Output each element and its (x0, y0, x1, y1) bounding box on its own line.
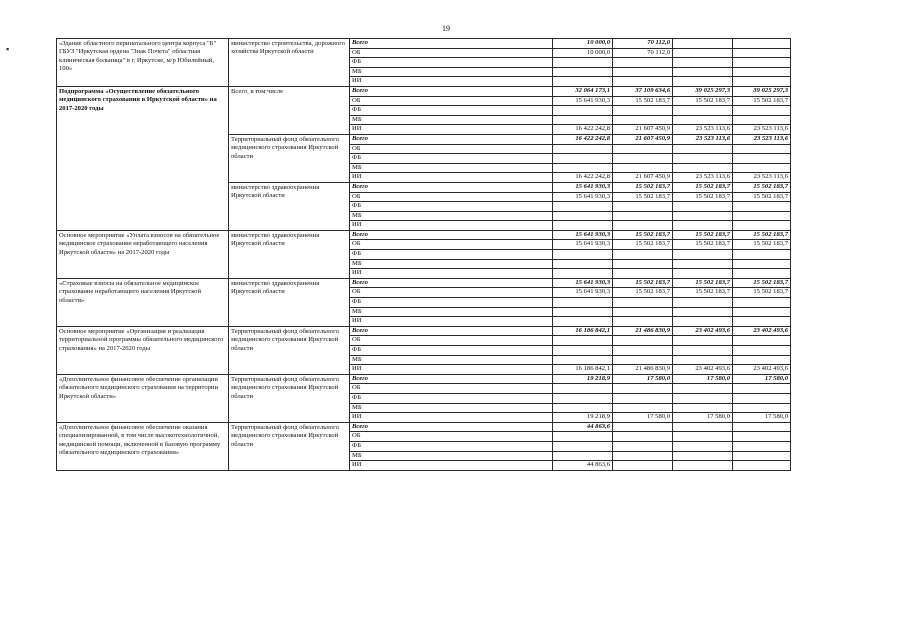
funding-source-cell: ИИ (350, 173, 553, 183)
amount-cell-year-1 (553, 221, 613, 231)
amount-cell-year-4 (733, 67, 791, 77)
funding-source-cell: ФБ (350, 441, 553, 451)
amount-cell-year-4 (733, 403, 791, 413)
funding-source-cell: ОБ (350, 384, 553, 394)
amount-cell-year-1: 19 218,9 (553, 413, 613, 423)
funding-source-cell: ИИ (350, 77, 553, 87)
funding-source-cell: МБ (350, 67, 553, 77)
funding-source-cell: ОБ (350, 48, 553, 58)
amount-cell-year-1 (553, 67, 613, 77)
funding-source-cell: ОБ (350, 96, 553, 106)
amount-cell-year-3: 39 025 297,3 (673, 86, 733, 96)
amount-cell-year-1 (553, 384, 613, 394)
amount-cell-year-2 (613, 58, 673, 68)
amount-cell-year-3 (673, 202, 733, 212)
amount-cell-year-4 (733, 298, 791, 308)
amount-cell-year-4 (733, 317, 791, 327)
amount-cell-year-4 (733, 48, 791, 58)
amount-cell-year-4 (733, 106, 791, 116)
funding-source-cell: ИИ (350, 269, 553, 279)
amount-cell-year-2 (613, 441, 673, 451)
amount-cell-year-1: 15 641 930,3 (553, 240, 613, 250)
amount-cell-year-4 (733, 39, 791, 49)
amount-cell-year-1: 44 863,6 (553, 422, 613, 432)
amount-cell-year-4 (733, 461, 791, 471)
amount-cell-year-4 (733, 451, 791, 461)
amount-cell-year-2 (613, 77, 673, 87)
amount-cell-year-3: 15 502 183,7 (673, 240, 733, 250)
amount-cell-year-2 (613, 451, 673, 461)
amount-cell-year-3 (673, 384, 733, 394)
funding-source-cell: ФБ (350, 106, 553, 116)
funding-source-cell: ИИ (350, 365, 553, 375)
budget-table-wrapper (56, 38, 791, 471)
amount-cell-year-2 (613, 144, 673, 154)
amount-cell-year-4 (733, 115, 791, 125)
amount-cell-year-4 (733, 307, 791, 317)
amount-cell-year-3 (673, 67, 733, 77)
amount-cell-year-4 (733, 154, 791, 164)
amount-cell-year-2: 15 502 183,7 (613, 230, 673, 240)
amount-cell-year-1 (553, 451, 613, 461)
amount-cell-year-1 (553, 432, 613, 442)
funding-source-cell: МБ (350, 403, 553, 413)
amount-cell-year-4: 17 580,0 (733, 374, 791, 384)
funding-source-cell: ФБ (350, 393, 553, 403)
amount-cell-year-2 (613, 384, 673, 394)
amount-cell-year-3: 17 580,0 (673, 413, 733, 423)
amount-cell-year-3: 23 523 113,6 (673, 173, 733, 183)
amount-cell-year-3 (673, 346, 733, 356)
executor-cell: Территориальный фонд обязательного медицинского страхования Иркутской области (229, 326, 350, 374)
amount-cell-year-2: 15 502 183,7 (613, 278, 673, 288)
funding-source-cell: ФБ (350, 202, 553, 212)
amount-cell-year-3 (673, 163, 733, 173)
amount-cell-year-2 (613, 269, 673, 279)
amount-cell-year-3 (673, 115, 733, 125)
amount-cell-year-4 (733, 393, 791, 403)
funding-source-cell: Всего (350, 230, 553, 240)
amount-cell-year-1: 10 000,0 (553, 39, 613, 49)
amount-cell-year-2 (613, 432, 673, 442)
funding-source-cell: ОБ (350, 288, 553, 298)
amount-cell-year-4 (733, 221, 791, 231)
amount-cell-year-3 (673, 48, 733, 58)
amount-cell-year-3: 23 402 493,6 (673, 326, 733, 336)
amount-cell-year-3 (673, 422, 733, 432)
activity-name-cell: «Дополнительное финансовое обеспечение оказания специализированной, в том числе высокотехнологичной, медицинской помощи, включенной в базовую программу обязательного медицинского страхования» (57, 422, 229, 470)
amount-cell-year-3 (673, 432, 733, 442)
activity-name-cell: Основное мероприятие «Уплата взносов на обязательное медицинское страхование неработающего населения Иркутской области» на 2017-2020 годы (57, 230, 229, 278)
amount-cell-year-4 (733, 355, 791, 365)
amount-cell-year-4 (733, 58, 791, 68)
amount-cell-year-2: 15 502 183,7 (613, 182, 673, 192)
amount-cell-year-2 (613, 115, 673, 125)
amount-cell-year-3 (673, 211, 733, 221)
amount-cell-year-2: 21 607 450,9 (613, 125, 673, 135)
amount-cell-year-2 (613, 202, 673, 212)
amount-cell-year-3 (673, 355, 733, 365)
amount-cell-year-3 (673, 298, 733, 308)
amount-cell-year-3: 23 523 113,6 (673, 125, 733, 135)
funding-source-cell: ОБ (350, 240, 553, 250)
funding-source-cell: ИИ (350, 317, 553, 327)
amount-cell-year-2 (613, 307, 673, 317)
amount-cell-year-1: 15 641 930,3 (553, 182, 613, 192)
amount-cell-year-3 (673, 77, 733, 87)
table-row (57, 422, 791, 432)
executor-cell: Территориальный фонд обязательного медицинского страхования Иркутской области (229, 374, 350, 422)
amount-cell-year-4 (733, 77, 791, 87)
amount-cell-year-2: 15 502 183,7 (613, 240, 673, 250)
amount-cell-year-2: 21 607 450,9 (613, 134, 673, 144)
amount-cell-year-1 (553, 269, 613, 279)
amount-cell-year-1 (553, 115, 613, 125)
amount-cell-year-1: 16 186 842,1 (553, 365, 613, 375)
executor-cell: министерство строительства, дорожного хозяйства Иркутской области (229, 39, 350, 87)
activity-name-cell: Подпрограмма «Осуществление обязательного медицинского страхования в Иркутской области» на 2017-2020 годы (57, 86, 229, 230)
page-number: 19 (442, 24, 450, 33)
amount-cell-year-4 (733, 211, 791, 221)
amount-cell-year-4: 15 502 183,7 (733, 192, 791, 202)
amount-cell-year-1: 15 641 930,3 (553, 96, 613, 106)
amount-cell-year-1: 16 422 242,8 (553, 125, 613, 135)
amount-cell-year-2 (613, 298, 673, 308)
executor-cell: Всего, в том числе (229, 86, 350, 134)
amount-cell-year-1 (553, 250, 613, 260)
amount-cell-year-1: 15 641 930,3 (553, 278, 613, 288)
amount-cell-year-1: 15 641 930,3 (553, 192, 613, 202)
amount-cell-year-4: 15 502 183,7 (733, 288, 791, 298)
table-row (57, 86, 791, 96)
amount-cell-year-4 (733, 250, 791, 260)
amount-cell-year-2 (613, 403, 673, 413)
amount-cell-year-2 (613, 163, 673, 173)
amount-cell-year-4: 23 402 493,6 (733, 326, 791, 336)
amount-cell-year-3 (673, 461, 733, 471)
funding-source-cell: ФБ (350, 298, 553, 308)
funding-source-cell: Всего (350, 326, 553, 336)
funding-source-cell: МБ (350, 115, 553, 125)
funding-source-cell: ИИ (350, 125, 553, 135)
amount-cell-year-2: 15 502 183,7 (613, 288, 673, 298)
amount-cell-year-1 (553, 336, 613, 346)
funding-source-cell: ОБ (350, 432, 553, 442)
funding-source-cell: МБ (350, 259, 553, 269)
funding-source-cell: ФБ (350, 346, 553, 356)
funding-source-cell: ОБ (350, 144, 553, 154)
amount-cell-year-1: 15 641 930,3 (553, 288, 613, 298)
amount-cell-year-3 (673, 39, 733, 49)
amount-cell-year-2: 15 502 183,7 (613, 192, 673, 202)
amount-cell-year-2: 70 112,0 (613, 39, 673, 49)
funding-source-cell: МБ (350, 451, 553, 461)
amount-cell-year-3 (673, 106, 733, 116)
amount-cell-year-4: 15 502 183,7 (733, 240, 791, 250)
amount-cell-year-2: 15 502 183,7 (613, 96, 673, 106)
margin-mark: ▪ (6, 44, 10, 54)
table-row (57, 39, 791, 49)
amount-cell-year-1 (553, 441, 613, 451)
amount-cell-year-4 (733, 202, 791, 212)
amount-cell-year-2: 21 607 450,9 (613, 173, 673, 183)
amount-cell-year-1: 32 064 173,1 (553, 86, 613, 96)
amount-cell-year-2: 17 580,0 (613, 374, 673, 384)
funding-source-cell: ФБ (350, 154, 553, 164)
amount-cell-year-3: 15 502 183,7 (673, 278, 733, 288)
amount-cell-year-3: 17 580,0 (673, 374, 733, 384)
amount-cell-year-2 (613, 355, 673, 365)
amount-cell-year-4: 23 523 113,6 (733, 173, 791, 183)
funding-source-cell: ОБ (350, 192, 553, 202)
amount-cell-year-4 (733, 441, 791, 451)
amount-cell-year-2 (613, 422, 673, 432)
amount-cell-year-4 (733, 422, 791, 432)
amount-cell-year-1 (553, 154, 613, 164)
amount-cell-year-2 (613, 336, 673, 346)
amount-cell-year-3: 23 523 113,6 (673, 134, 733, 144)
amount-cell-year-3 (673, 58, 733, 68)
executor-cell: Территориальный фонд обязательного медицинского страхования Иркутской области (229, 422, 350, 470)
executor-cell: министерство здравоохранения Иркутской области (229, 182, 350, 230)
activity-name-cell: «Здание областного перинатального центра корпуса "Б" ГБУЗ "Иркутская ордена "Знак Почета" областная клиническая больница" в г. Иркутске, м/р Юбилейный, 100» (57, 39, 229, 87)
amount-cell-year-1: 16 422 242,8 (553, 173, 613, 183)
amount-cell-year-3 (673, 144, 733, 154)
amount-cell-year-4: 15 502 183,7 (733, 96, 791, 106)
amount-cell-year-2 (613, 259, 673, 269)
amount-cell-year-1 (553, 355, 613, 365)
funding-source-cell: Всего (350, 422, 553, 432)
executor-cell: министерство здравоохранения Иркутской области (229, 230, 350, 278)
amount-cell-year-2 (613, 393, 673, 403)
amount-cell-year-4 (733, 432, 791, 442)
amount-cell-year-3 (673, 221, 733, 231)
table-row (57, 278, 791, 288)
amount-cell-year-2 (613, 106, 673, 116)
amount-cell-year-1: 15 641 930,3 (553, 230, 613, 240)
funding-source-cell: Всего (350, 278, 553, 288)
amount-cell-year-3 (673, 336, 733, 346)
executor-cell: министерство здравоохранения Иркутской области (229, 278, 350, 326)
amount-cell-year-2 (613, 67, 673, 77)
amount-cell-year-4 (733, 163, 791, 173)
amount-cell-year-4: 15 502 183,7 (733, 230, 791, 240)
amount-cell-year-3: 15 502 183,7 (673, 96, 733, 106)
amount-cell-year-1 (553, 346, 613, 356)
amount-cell-year-2 (613, 317, 673, 327)
amount-cell-year-1 (553, 202, 613, 212)
amount-cell-year-1 (553, 163, 613, 173)
funding-source-cell: ФБ (350, 58, 553, 68)
amount-cell-year-2: 17 580,0 (613, 413, 673, 423)
table-row (57, 230, 791, 240)
amount-cell-year-4 (733, 336, 791, 346)
budget-table (56, 38, 791, 471)
amount-cell-year-2: 21 486 830,9 (613, 326, 673, 336)
activity-name-cell: «Страховые взносы на обязательное медицинское страхование неработающего населения Иркутской области» (57, 278, 229, 326)
amount-cell-year-1 (553, 403, 613, 413)
amount-cell-year-3 (673, 307, 733, 317)
amount-cell-year-4 (733, 144, 791, 154)
amount-cell-year-1 (553, 144, 613, 154)
amount-cell-year-2: 70 112,0 (613, 48, 673, 58)
funding-source-cell: Всего (350, 182, 553, 192)
amount-cell-year-1: 19 218,9 (553, 374, 613, 384)
funding-source-cell: ИИ (350, 413, 553, 423)
amount-cell-year-3: 15 502 183,7 (673, 182, 733, 192)
amount-cell-year-3: 15 502 183,7 (673, 288, 733, 298)
amount-cell-year-1 (553, 317, 613, 327)
amount-cell-year-3 (673, 393, 733, 403)
amount-cell-year-2 (613, 154, 673, 164)
activity-name-cell: Основное мероприятие «Организация и реализация территориальной программы обязательного медицинского страхования» на 2017-2020 годы (57, 326, 229, 374)
table-row (57, 374, 791, 384)
amount-cell-year-4 (733, 384, 791, 394)
amount-cell-year-1: 16 422 242,8 (553, 134, 613, 144)
amount-cell-year-1 (553, 106, 613, 116)
funding-source-cell: ИИ (350, 461, 553, 471)
amount-cell-year-2 (613, 250, 673, 260)
amount-cell-year-4: 17 580,0 (733, 413, 791, 423)
amount-cell-year-3 (673, 259, 733, 269)
amount-cell-year-3: 15 502 183,7 (673, 230, 733, 240)
amount-cell-year-1 (553, 58, 613, 68)
amount-cell-year-1 (553, 393, 613, 403)
activity-name-cell: «Дополнительное финансовое обеспечение организации обязательного медицинского страхования на территории Иркутской области» (57, 374, 229, 422)
amount-cell-year-1 (553, 259, 613, 269)
funding-source-cell: МБ (350, 307, 553, 317)
amount-cell-year-2 (613, 461, 673, 471)
amount-cell-year-4: 23 523 113,6 (733, 134, 791, 144)
executor-cell: Территориальный фонд обязательного медицинского страхования Иркутской области (229, 134, 350, 182)
amount-cell-year-4: 39 025 297,3 (733, 86, 791, 96)
funding-source-cell: Всего (350, 134, 553, 144)
funding-source-cell: МБ (350, 211, 553, 221)
funding-source-cell: МБ (350, 355, 553, 365)
amount-cell-year-4 (733, 269, 791, 279)
amount-cell-year-3: 15 502 183,7 (673, 192, 733, 202)
amount-cell-year-3 (673, 403, 733, 413)
amount-cell-year-3 (673, 451, 733, 461)
funding-source-cell: ОБ (350, 336, 553, 346)
amount-cell-year-2 (613, 221, 673, 231)
amount-cell-year-3: 23 402 493,6 (673, 365, 733, 375)
amount-cell-year-3 (673, 317, 733, 327)
amount-cell-year-1: 10 000,0 (553, 48, 613, 58)
funding-source-cell: Всего (350, 39, 553, 49)
funding-source-cell: Всего (350, 374, 553, 384)
amount-cell-year-1: 16 186 842,1 (553, 326, 613, 336)
amount-cell-year-1 (553, 211, 613, 221)
amount-cell-year-2 (613, 211, 673, 221)
amount-cell-year-4 (733, 259, 791, 269)
amount-cell-year-3 (673, 250, 733, 260)
amount-cell-year-2 (613, 346, 673, 356)
amount-cell-year-4 (733, 346, 791, 356)
amount-cell-year-3 (673, 269, 733, 279)
amount-cell-year-3 (673, 154, 733, 164)
amount-cell-year-4: 15 502 183,7 (733, 182, 791, 192)
amount-cell-year-3 (673, 441, 733, 451)
table-row (57, 326, 791, 336)
funding-source-cell: ИИ (350, 221, 553, 231)
amount-cell-year-4: 23 402 493,6 (733, 365, 791, 375)
amount-cell-year-1 (553, 307, 613, 317)
amount-cell-year-1: 44 863,6 (553, 461, 613, 471)
funding-source-cell: Всего (350, 86, 553, 96)
funding-source-cell: ФБ (350, 250, 553, 260)
amount-cell-year-4: 23 523 113,6 (733, 125, 791, 135)
amount-cell-year-1 (553, 298, 613, 308)
amount-cell-year-2: 21 486 830,9 (613, 365, 673, 375)
amount-cell-year-4: 15 502 183,7 (733, 278, 791, 288)
funding-source-cell: МБ (350, 163, 553, 173)
amount-cell-year-1 (553, 77, 613, 87)
amount-cell-year-2: 37 109 634,6 (613, 86, 673, 96)
